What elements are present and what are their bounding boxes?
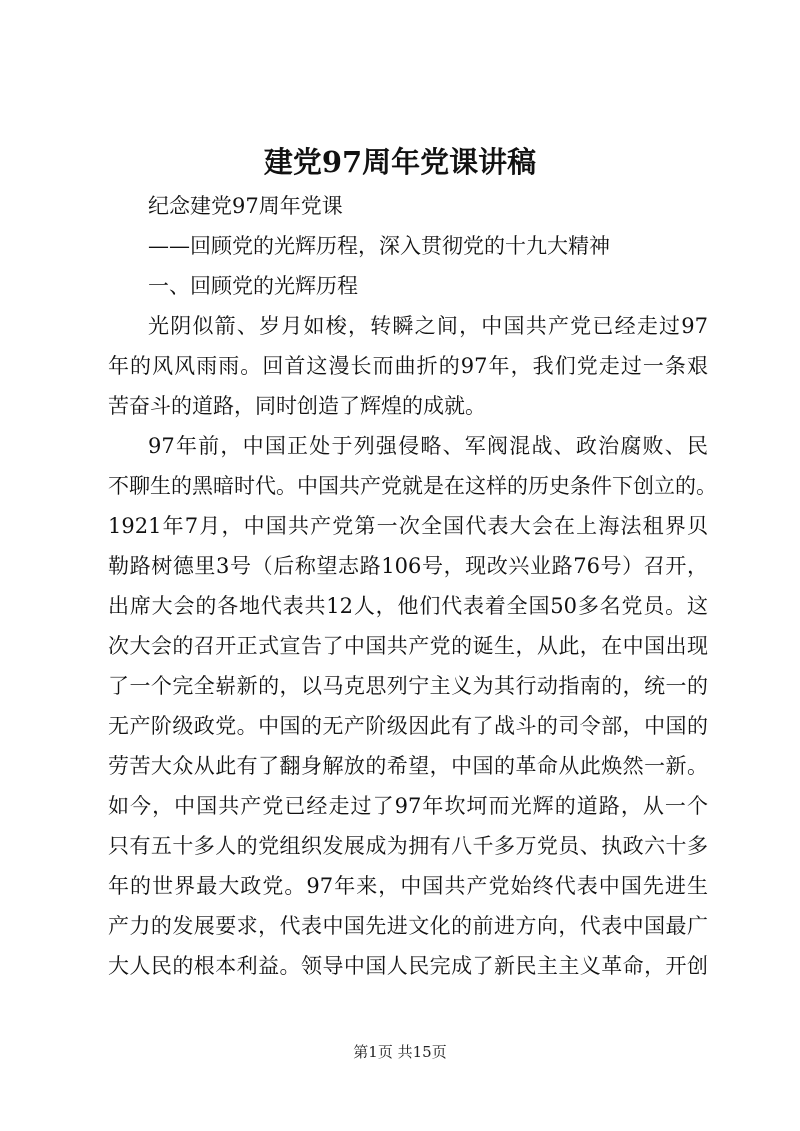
paragraph-line: 勒路树德里3号（后称望志路106号，现改兴业路76号）召开， bbox=[108, 554, 708, 578]
paragraph-line: 无产阶级政党。中国的无产阶级因此有了战斗的司令部，中国的 bbox=[108, 714, 708, 738]
paragraph-line: 产力的发展要求，代表中国先进文化的前进方向，代表中国最广 bbox=[108, 914, 708, 938]
paragraph-line: 97年前，中国正处于列强侵略、军阀混战、政治腐败、民 bbox=[148, 434, 708, 458]
paragraph-line: 苦奋斗的道路，同时创造了辉煌的成就。 bbox=[108, 394, 486, 418]
section-heading: 一、回顾党的光辉历程 bbox=[148, 274, 358, 298]
paragraph-line: 不聊生的黑暗时代。中国共产党就是在这样的历史条件下创立的。 bbox=[108, 474, 717, 498]
paragraph-line: 了一个完全崭新的，以马克思列宁主义为其行动指南的，统一的 bbox=[108, 674, 708, 698]
page-number: 第1页 共15页 bbox=[353, 1043, 447, 1061]
paragraph-line: 1921年7月，中国共产党第一次全国代表大会在上海法租界贝 bbox=[108, 514, 708, 538]
paragraph-line: 如今，中国共产党已经走过了97年坎坷而光辉的道路，从一个 bbox=[108, 794, 708, 818]
paragraph-line: 只有五十多人的党组织发展成为拥有八千多万党员、执政六十多 bbox=[108, 834, 708, 858]
paragraph-line: 大人民的根本利益。领导中国人民完成了新民主主义革命，开创 bbox=[108, 954, 708, 978]
paragraph-line: 年的风风雨雨。回首这漫长而曲折的97年，我们党走过一条艰 bbox=[108, 354, 708, 378]
paragraph-line: 劳苦大众从此有了翻身解放的希望，中国的革命从此焕然一新。 bbox=[108, 754, 708, 778]
paragraph-line: 出席大会的各地代表共12人，他们代表着全国50多名党员。这 bbox=[108, 594, 708, 618]
paragraph-line: 次大会的召开正式宣告了中国共产党的诞生，从此，在中国出现 bbox=[108, 634, 708, 658]
paragraph-line: 光阴似箭、岁月如梭，转瞬之间，中国共产党已经走过97 bbox=[148, 314, 708, 338]
subtitle-line: ——回顾党的光辉历程，深入贯彻党的十九大精神 bbox=[148, 234, 610, 258]
paragraph-line: 年的世界最大政党。97年来，中国共产党始终代表中国先进生 bbox=[108, 874, 708, 898]
document-body bbox=[108, 186, 717, 986]
subtitle-line: 纪念建党97周年党课 bbox=[148, 194, 343, 218]
document-title: 建党97周年党课讲稿 bbox=[263, 145, 537, 179]
